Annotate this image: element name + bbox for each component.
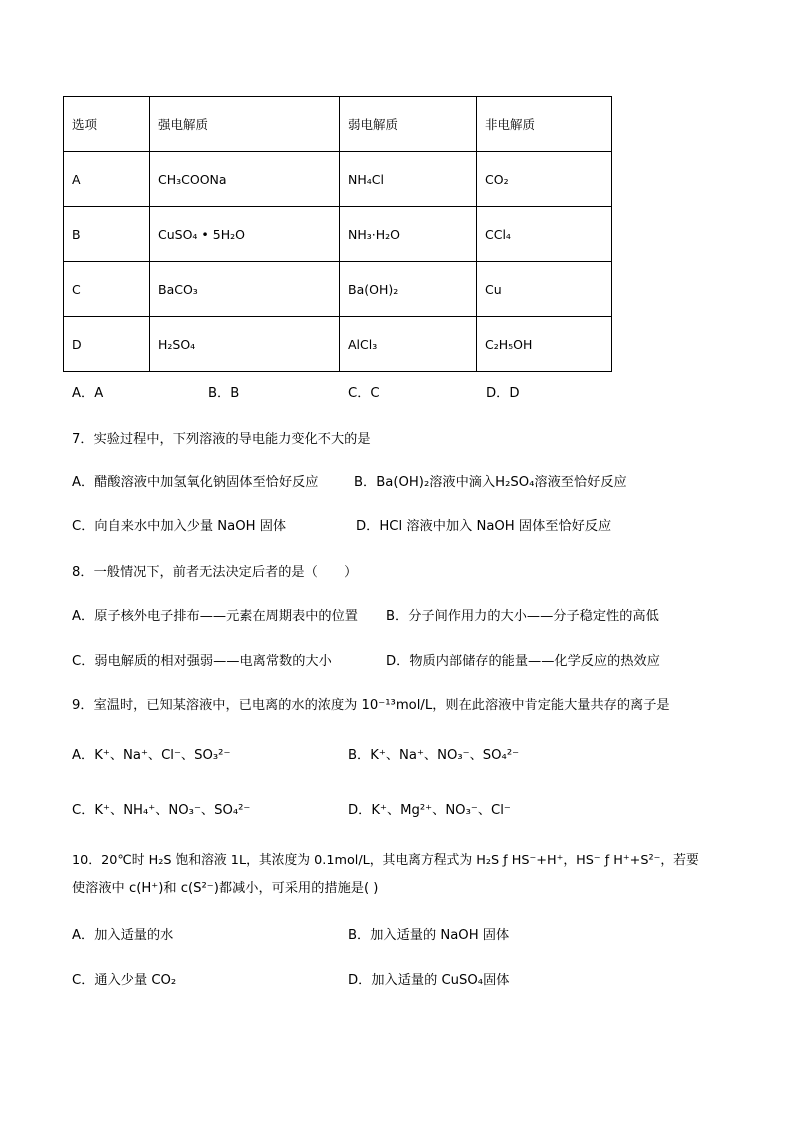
table-cell: C₂H₅OH	[477, 317, 612, 372]
q10-stem-line-1: 10．20℃时 H₂S 饱和溶液 1L，其浓度为 0.1mol/L，其电离方程式为 H₂S ƒ HS⁻+H⁺，HS⁻ ƒ H⁺+S²⁻，若要	[72, 853, 699, 868]
table-cell: D	[64, 317, 150, 372]
q6-option-d: D．D	[486, 386, 520, 401]
q8-stem: 8．一般情况下，前者无法决定后者的是（ ）	[72, 565, 358, 580]
q8-option-b: B．分子间作用力的大小——分子稳定性的高低	[386, 609, 659, 624]
table-cell: CO₂	[477, 152, 612, 207]
table-cell: NH₄Cl	[340, 152, 477, 207]
q8-option-c: C．弱电解质的相对强弱——电离常数的大小	[72, 654, 332, 669]
table-row	[64, 207, 612, 262]
q6-option-b: B．B	[208, 386, 240, 401]
table-row	[64, 152, 612, 207]
q9-stem: 9．室温时，已知某溶液中，已电离的水的浓度为 10⁻¹³mol/L，则在此溶液中肯定能大量共存的离子是	[72, 698, 670, 713]
q7-option-d: D．HCl 溶液中加入 NaOH 固体至恰好反应	[356, 519, 612, 534]
table-cell: CCl₄	[477, 207, 612, 262]
table-header-cell: 弱电解质	[340, 97, 477, 152]
table-cell: A	[64, 152, 150, 207]
table-cell: B	[64, 207, 150, 262]
table-header-cell: 强电解质	[150, 97, 340, 152]
q6-option-a: A．A	[72, 386, 104, 401]
table-row	[64, 317, 612, 372]
q10-option-d: D．加入适量的 CuSO₄固体	[348, 973, 510, 988]
table-cell: CuSO₄ • 5H₂O	[150, 207, 340, 262]
q9-option-d: D．K⁺、Mg²⁺、NO₃⁻、Cl⁻	[348, 803, 511, 818]
table-cell: H₂SO₄	[150, 317, 340, 372]
q9-option-a: A．K⁺、Na⁺、Cl⁻、SO₃²⁻	[72, 748, 231, 763]
table-row	[64, 262, 612, 317]
q7-option-b: B．Ba(OH)₂溶液中滴入H₂SO₄溶液至恰好反应	[354, 475, 627, 490]
table-cell: Cu	[477, 262, 612, 317]
table-header-row	[64, 97, 612, 152]
table-cell: CH₃COONa	[150, 152, 340, 207]
q7-stem: 7．实验过程中，下列溶液的导电能力变化不大的是	[72, 432, 371, 447]
table-header-cell: 非电解质	[477, 97, 612, 152]
table-cell: BaCO₃	[150, 262, 340, 317]
q9-option-b: B．K⁺、Na⁺、NO₃⁻、SO₄²⁻	[348, 748, 520, 763]
table-cell: C	[64, 262, 150, 317]
table-cell: AlCl₃	[340, 317, 477, 372]
q6-option-c: C．C	[348, 386, 380, 401]
q8-option-a: A．原子核外电子排布——元素在周期表中的位置	[72, 609, 358, 624]
q7-option-c: C．向自来水中加入少量 NaOH 固体	[72, 519, 287, 534]
q9-option-c: C．K⁺、NH₄⁺、NO₃⁻、SO₄²⁻	[72, 803, 251, 818]
electrolyte-table	[63, 96, 612, 372]
q10-option-b: B．加入适量的 NaOH 固体	[348, 928, 510, 943]
table-cell: NH₃·H₂O	[340, 207, 477, 262]
q8-option-d: D．物质内部储存的能量——化学反应的热效应	[386, 654, 660, 669]
q10-option-a: A．加入适量的水	[72, 928, 174, 943]
q10-option-c: C．通入少量 CO₂	[72, 973, 177, 988]
q10-stem-line-2: 使溶液中 c(H⁺)和 c(S²⁻)都减小，可采用的措施是( )	[72, 881, 379, 896]
table-cell: Ba(OH)₂	[340, 262, 477, 317]
q7-option-a: A．醋酸溶液中加氢氧化钠固体至恰好反应	[72, 475, 319, 490]
table-header-cell: 选项	[64, 97, 150, 152]
